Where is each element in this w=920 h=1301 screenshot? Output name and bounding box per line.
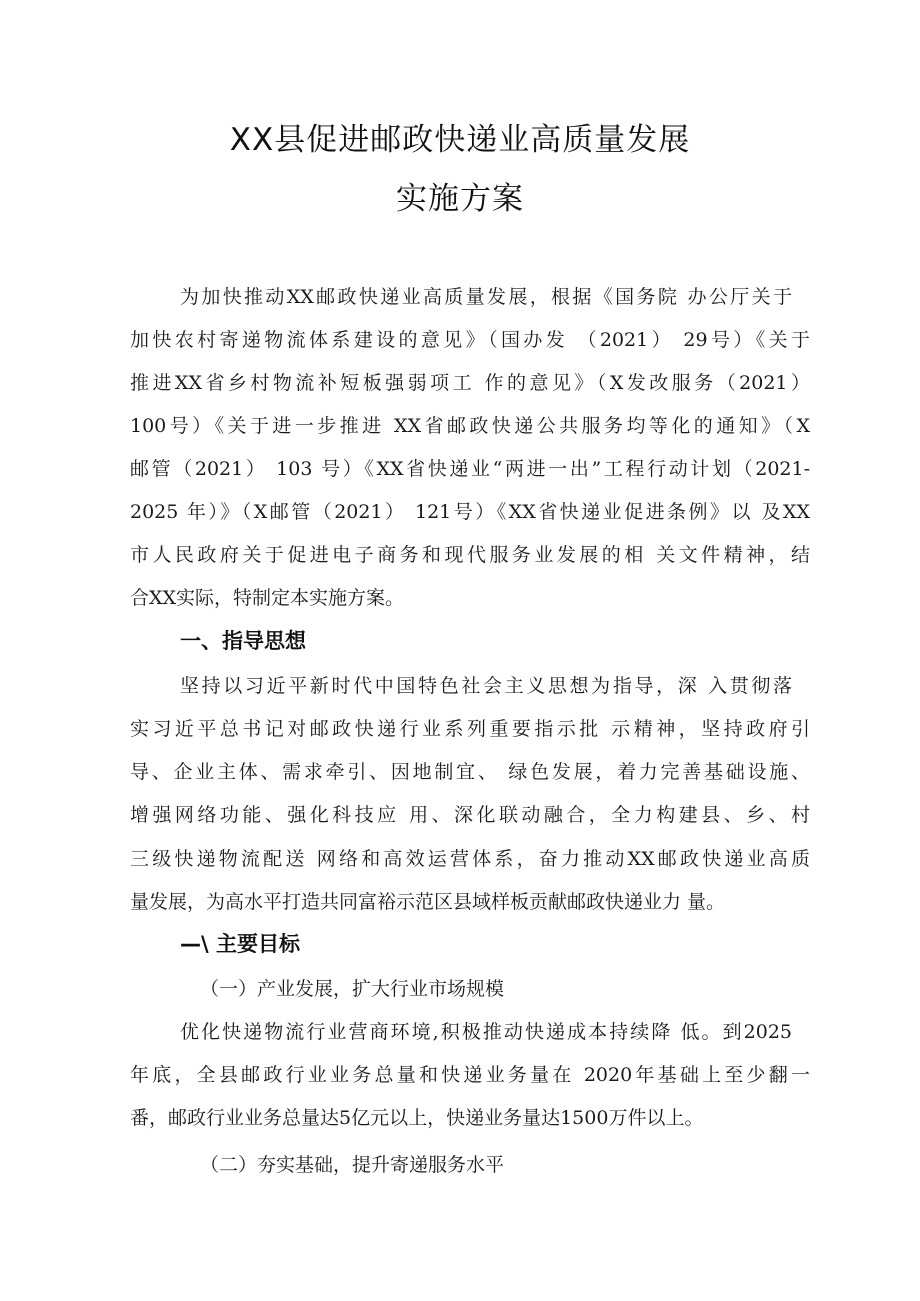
section-2-heading: —\ 主要目标 [180,932,300,956]
section-1-line-2: 实习近平总书记对邮政快递行业系列重要指示批 示精神，坚持政府引 [130,718,810,740]
section-1-line-5: 三级快递物流配送 网络和高效运营体系，奋力推动XX邮政快递业高质 [130,848,810,870]
section-1-line-3: 导、企业主体、需求牵引、因地制宜、 绿色发展，着力完善基础设施、 [130,761,810,783]
section-1-line-4: 增强网络功能、强化科技应 用、深化联动融合，全力构建县、乡、村 [130,804,810,826]
subsection-2-heading: （二）夯实基础，提升寄递服务水平 [200,1154,505,1176]
intro-line-1: 为加快推动XX邮政快递业高质量发展，根据《国务院 办公厅关于 [180,286,792,308]
document-title-line-2: 实施方案 [396,181,524,217]
intro-line-8: 合XX实际，特制定本实施方案。 [130,587,405,609]
subsection-1-heading: （一）产业发展，扩大行业市场规模 [200,978,505,1000]
intro-line-4: 100号）《关于进一步推进 XX省邮政快递公共服务均等化的通知》（X [130,415,810,437]
subsection-1-line-1: 优化快递物流行业营商环境,积极推动快递成本持续降 低。到2025 [180,1021,792,1043]
section-1-line-6: 量发展，为高水平打造共同富裕示范区县域样板贡献邮政快递业力 量。 [130,891,726,913]
subsection-1-line-2: 年底，全县邮政行业业务总量和快递业务量在 2020年基础上至少翻一 [130,1064,810,1086]
subsection-1-line-3: 番，邮政行业业务总量达5亿元以上，快递业务量达1500万件以上。 [130,1107,704,1129]
intro-line-7: 市人民政府关于促进电子商务和现代服务业发展的相 关文件精神，结 [130,544,810,566]
intro-line-5: 邮管（2021） 103 号）《XX省快递业“两进一出”工程行动计划（2021- [130,458,810,480]
intro-line-6: 2025 年）》（X邮管（2021） 121号）《XX省快递业促进条例》以 及XX [130,501,810,523]
section-1-line-1: 坚持以习近平新时代中国特色社会主义思想为指导，深 入贯彻落 [180,675,792,697]
section-1-heading: 一、指导思想 [180,629,306,653]
document-title-line-1: XX县促进邮政快递业高质量发展 [229,122,691,158]
intro-line-2: 加快农村寄递物流体系建设的意见》（国办发 （2021） 29号）《关于 [130,329,810,351]
intro-line-3: 推进XX省乡村物流补短板强弱项工 作的意见》（X发改服务（2021） [130,372,810,394]
